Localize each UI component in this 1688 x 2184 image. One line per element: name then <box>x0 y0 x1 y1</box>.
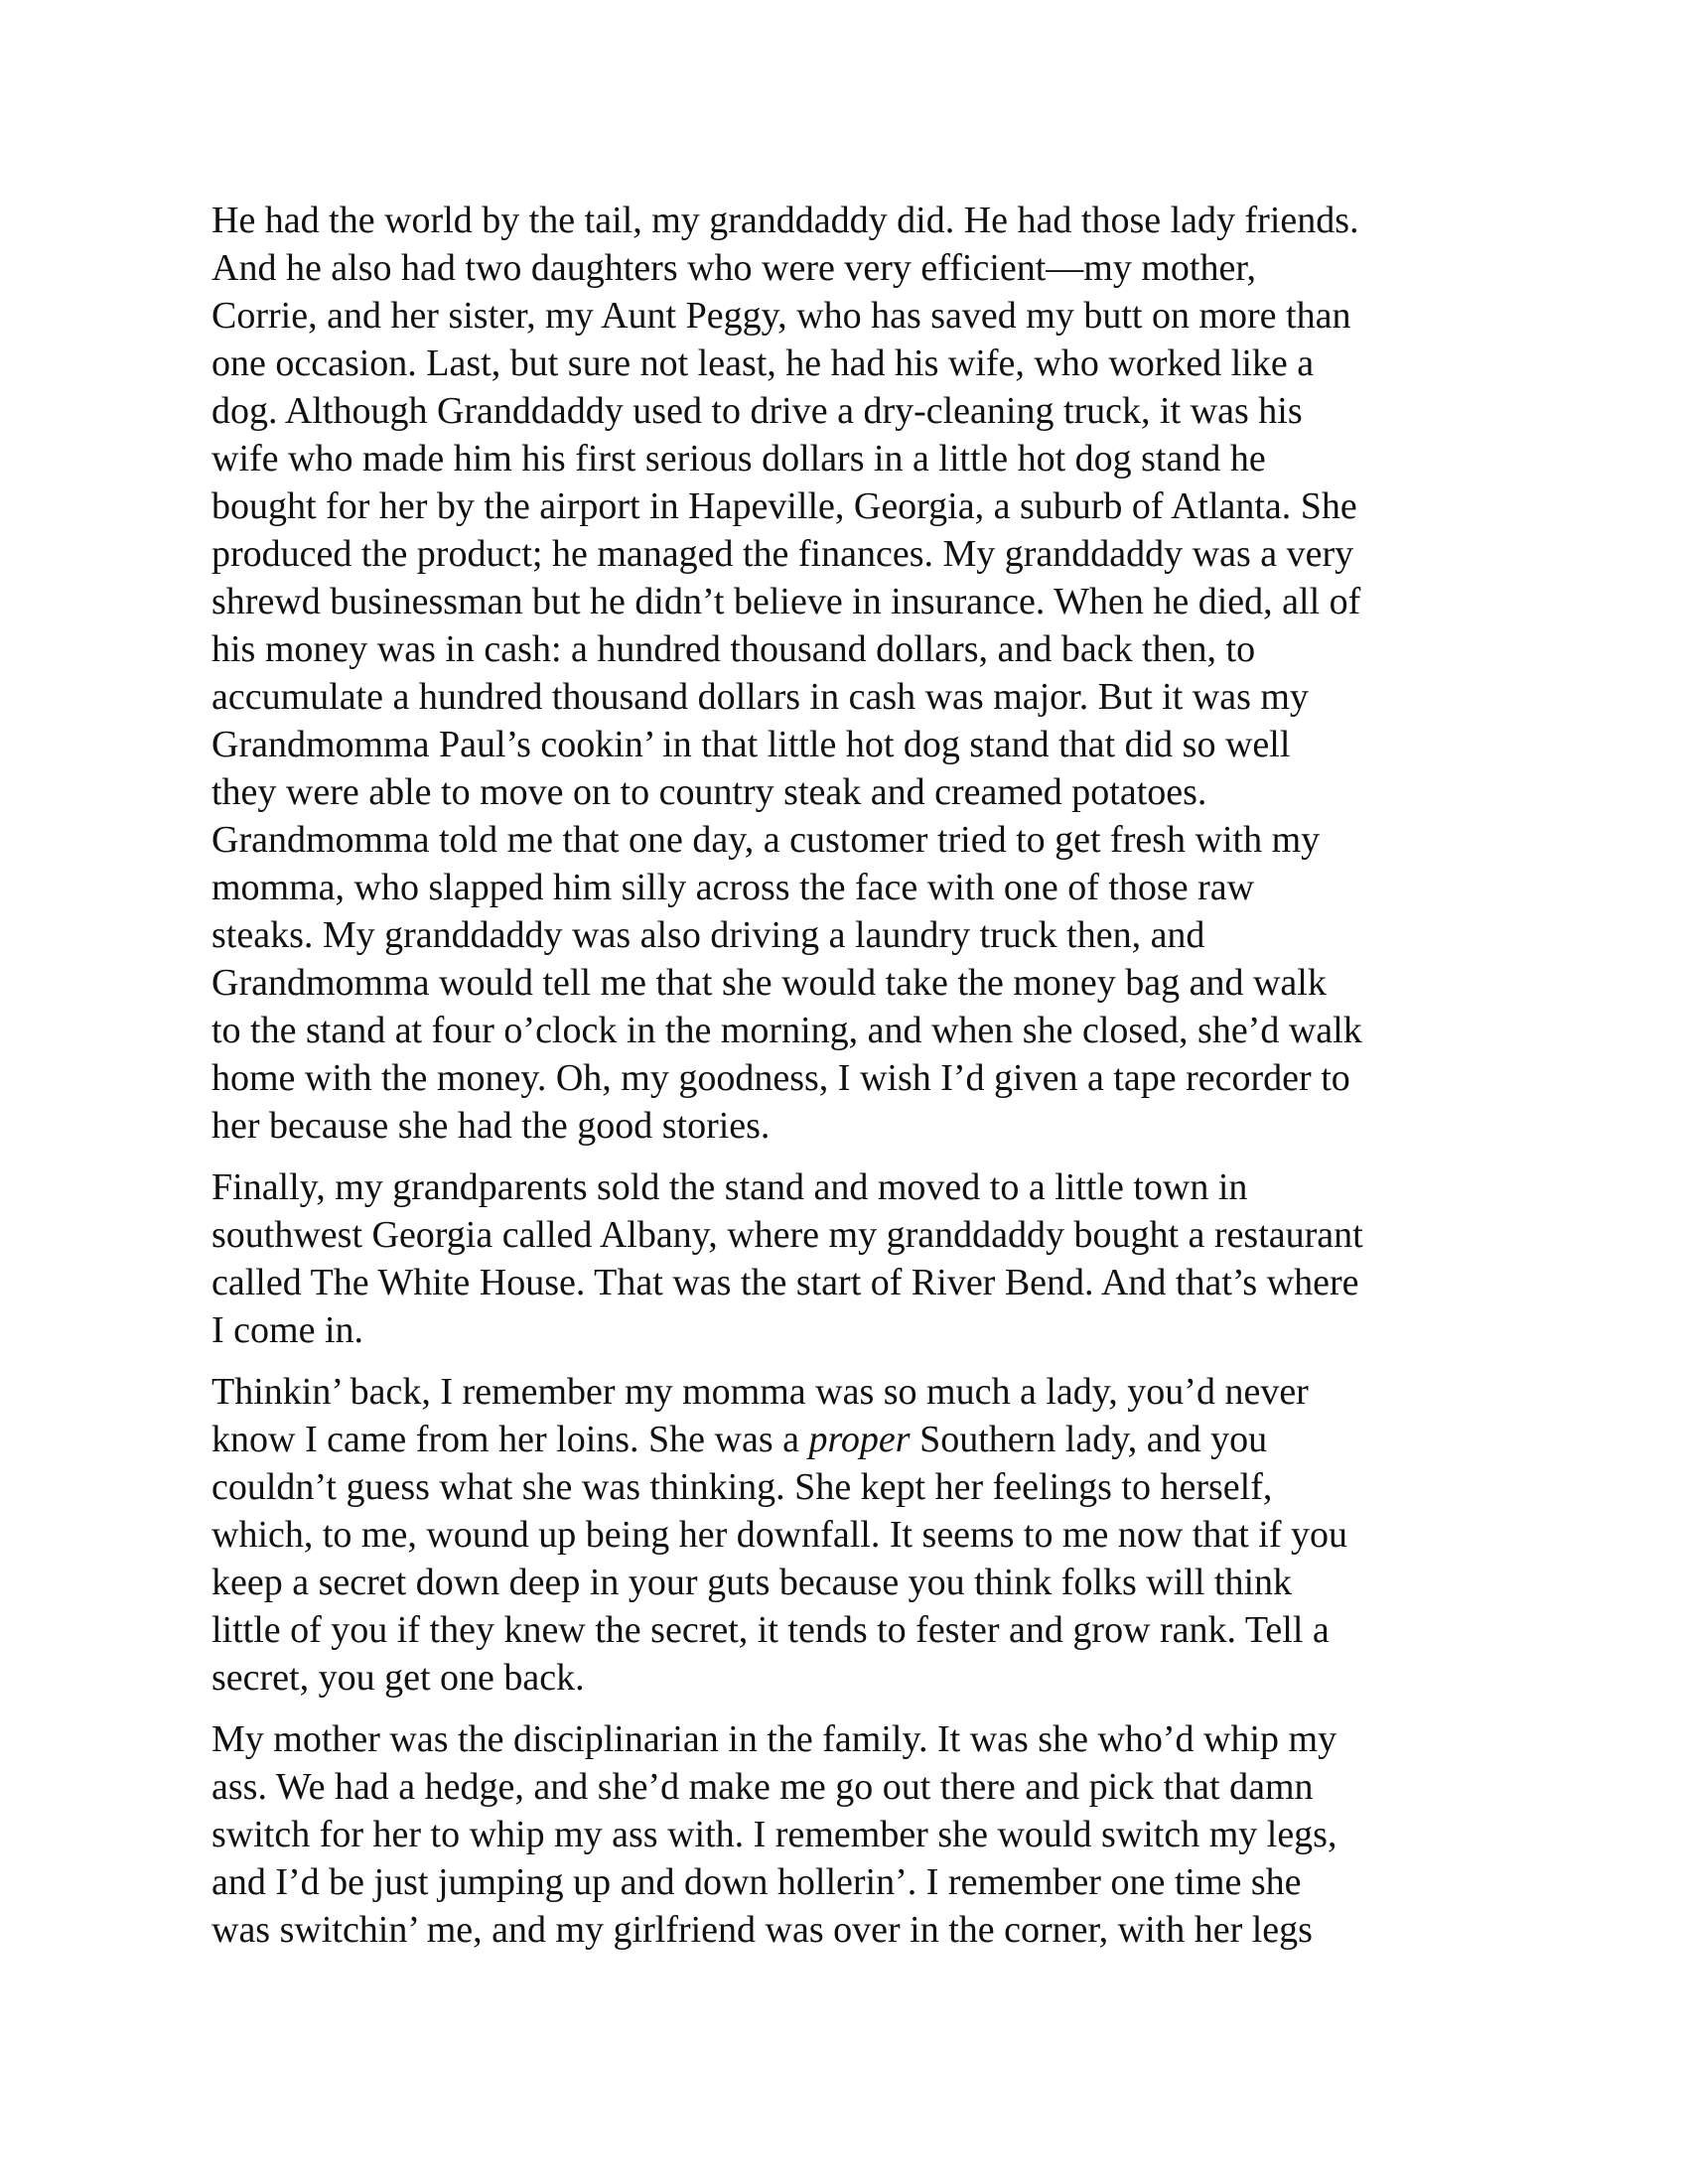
text-line: Grandmomma told me that one day, a customer tried to get fresh with my <box>211 819 1321 861</box>
text-line: Grandmomma Paul’s cookin’ in that little hot dog stand that did so well <box>211 724 1291 765</box>
text-line: accumulate a hundred thousand dollars in cash was major. But it was my <box>211 676 1309 718</box>
text-line: switch for her to whip my ass with. I remember she would switch my legs, <box>211 1814 1337 1855</box>
text-line: shrewd businessman but he didn’t believe in insurance. When he died, all of <box>211 581 1361 622</box>
text-line: her because she had the good stories. <box>211 1105 771 1147</box>
text-line: And he also had two daughters who were very efficient—my mother, <box>211 247 1256 289</box>
paragraph-2 <box>211 1163 1492 1354</box>
text-line: wife who made him his first serious dollars in a little hot dog stand he <box>211 438 1266 479</box>
text-line: to the stand at four o’clock in the morning, and when she closed, she’d walk <box>211 1010 1362 1051</box>
paragraph-4 <box>211 1715 1492 1954</box>
text-line: which, to me, wound up being her downfall. It seems to me now that if you <box>211 1514 1348 1556</box>
text-line: called The White House. That was the start of River Bend. And that’s where <box>211 1262 1359 1303</box>
text-line: My mother was the disciplinarian in the family. It was she who’d whip my <box>211 1718 1337 1760</box>
text-line: southwest Georgia called Albany, where my granddaddy bought a restaurant <box>211 1214 1363 1256</box>
text-line: Finally, my grandparents sold the stand and moved to a little town in <box>211 1166 1248 1208</box>
text-line: keep a secret down deep in your guts because you think folks will think <box>211 1562 1293 1603</box>
text-line: his money was in cash: a hundred thousand dollars, and back then, to <box>211 628 1256 670</box>
text-line-with-emphasis <box>211 1416 1492 1463</box>
paragraph-1 <box>211 197 1492 1150</box>
text-fragment: Southern lady, and you <box>910 1419 1268 1460</box>
text-line: steaks. My granddaddy was also driving a laundry truck then, and <box>211 914 1205 956</box>
text-line: they were able to move on to country steak and creamed potatoes. <box>211 771 1207 813</box>
paragraph-3 <box>211 1368 1492 1702</box>
text-line: one occasion. Last, but sure not least, he had his wife, who worked like a <box>211 342 1315 384</box>
emphasized-word: proper <box>808 1419 911 1460</box>
body-text <box>211 197 1492 1968</box>
text-line: secret, you get one back. <box>211 1657 585 1699</box>
text-line: I come in. <box>211 1309 364 1351</box>
text-fragment: know I came from her loins. She was a <box>211 1419 809 1460</box>
text-line: ass. We had a hedge, and she’d make me go out there and pick that damn <box>211 1766 1314 1808</box>
text-line: Corrie, and her sister, my Aunt Peggy, who has saved my butt on more than <box>211 295 1351 337</box>
text-line: bought for her by the airport in Hapeville, Georgia, a suburb of Atlanta. She <box>211 485 1357 527</box>
text-line: He had the world by the tail, my granddaddy did. He had those lady friends. <box>211 200 1359 241</box>
text-line: couldn’t guess what she was thinking. She kept her feelings to herself, <box>211 1466 1273 1508</box>
text-line: dog. Although Granddaddy used to drive a dry-cleaning truck, it was his <box>211 390 1303 432</box>
text-line: little of you if they knew the secret, it tends to fester and grow rank. Tell a <box>211 1609 1330 1651</box>
text-line: Grandmomma would tell me that she would take the money bag and walk <box>211 962 1327 1004</box>
text-line: and I’d be just jumping up and down hollerin’. I remember one time she <box>211 1861 1302 1903</box>
text-line: produced the product; he managed the finances. My granddaddy was a very <box>211 533 1354 575</box>
text-line: Thinkin’ back, I remember my momma was so much a lady, you’d never <box>211 1371 1309 1413</box>
text-line: momma, who slapped him silly across the face with one of those raw <box>211 867 1255 908</box>
text-line: home with the money. Oh, my goodness, I wish I’d given a tape recorder to <box>211 1057 1350 1099</box>
text-line: was switchin’ me, and my girlfriend was over in the corner, with her legs <box>211 1909 1313 1951</box>
